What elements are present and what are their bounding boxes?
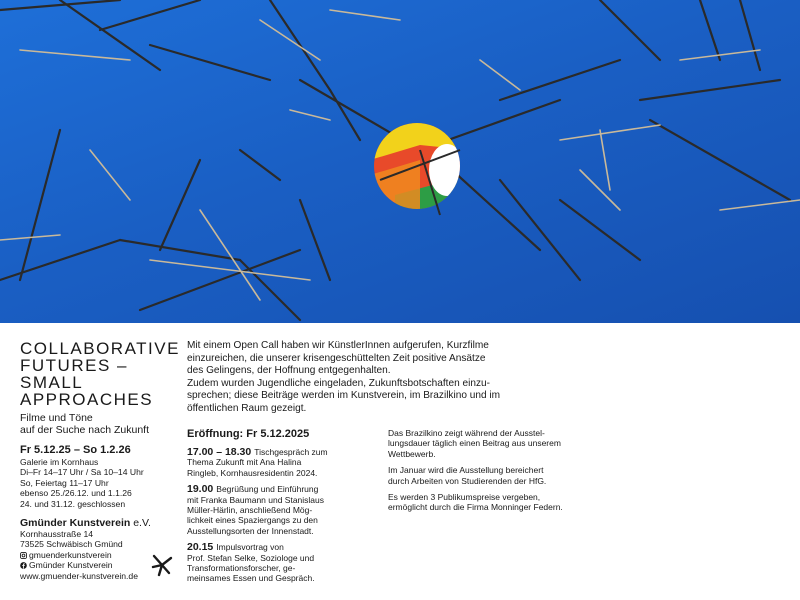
event-line: mit Franka Baumann und Stanislaus xyxy=(187,494,325,505)
venue-line: 24. und 31.12. geschlossen xyxy=(20,498,126,509)
event-line: Begrüßung und Einführung xyxy=(216,484,319,495)
program-event xyxy=(187,542,387,584)
address-line: 73525 Schwäbisch Gmünd xyxy=(20,539,123,550)
exhibition-info xyxy=(20,340,180,581)
event-line: Prof. Stefan Selke, Soziologe und xyxy=(187,552,315,563)
note-january xyxy=(388,465,588,486)
event-line: Thema Zukunft mit Ana Halina xyxy=(187,457,302,468)
note-line: lungsdauer täglich einen Beitrag aus unserem xyxy=(388,438,561,449)
subtitle-line: auf der Suche nach Zukunft xyxy=(20,424,149,436)
program-event xyxy=(187,484,387,536)
instagram-icon xyxy=(20,552,27,559)
intro-text xyxy=(187,340,507,416)
event-time: 17.00 – 18.30 xyxy=(187,446,252,458)
intro-line: Zudem wurden Jugendliche eingeladen, Zukunftsbotschaften einzu- xyxy=(187,377,491,389)
intro-line: des Gelingens, der Hoffnung entgegenhalten. xyxy=(187,365,391,377)
note-line: Wettbewerb. xyxy=(388,448,436,459)
event-line: lichkeit eines Spaziergangs zu den xyxy=(187,515,318,526)
intro-line: einzureichen, die unserer krisengeschüttelten Zeit positive Ansätze xyxy=(187,352,486,364)
event-time: 19.00 xyxy=(187,483,214,496)
event-line: Ringleb, Kornhausresidentin 2024. xyxy=(187,467,318,478)
program-event xyxy=(187,447,387,478)
organization-name xyxy=(20,517,180,529)
venue-line: Galerie im Kornhaus xyxy=(20,457,99,467)
note-line: Es werden 3 Publikumspreise vergeben, xyxy=(388,492,541,503)
venue-line: So, Feiertag 11–17 Uhr xyxy=(20,477,109,488)
note-line: Das Brazilkino zeigt während der Ausstel- xyxy=(388,428,545,438)
opening-hours xyxy=(20,457,180,509)
intro-line: öffentlichen Raum gezeigt. xyxy=(187,402,307,414)
venue-line: Di–Fr 14–17 Uhr / Sa 10–14 Uhr xyxy=(20,467,144,478)
intro-line: Mit einem Open Call haben wir KünstlerInnen aufgerufen, Kurzfilme xyxy=(187,340,489,351)
opening-program xyxy=(187,428,387,584)
exhibition-dates: Fr 5.12.25 – So 1.2.26 xyxy=(20,444,131,456)
facebook-page: Gmünder Kunstverein xyxy=(29,560,113,571)
event-line: Tischgespräch zum xyxy=(254,447,328,457)
note-prizes xyxy=(388,492,588,513)
event-line: meinsames Essen und Gespräch. xyxy=(187,573,315,584)
subtitle-line: Filme und Töne xyxy=(20,412,93,424)
event-line: Impulsvortrag von xyxy=(216,542,284,553)
colored-ball-icon xyxy=(370,120,470,220)
address-line: Kornhausstraße 14 xyxy=(20,529,94,540)
title-line: APPROACHES xyxy=(20,390,154,409)
note-brazilkino xyxy=(388,428,588,459)
intro-line: sprechen; diese Beiträge werden im Kunstverein, im Brazilkino und im xyxy=(187,390,501,402)
org-name-text: Gmünder Kunstverein xyxy=(20,517,131,530)
venue-line: ebenso 25./26.12. und 1.1.26 xyxy=(20,488,132,499)
kunstverein-logo-icon xyxy=(150,553,174,577)
notes-column xyxy=(388,428,588,519)
title-line: FUTURES – xyxy=(20,356,128,375)
org-suffix: e.V. xyxy=(130,517,151,530)
event-line: Müller-Härlin, anschließend Mög- xyxy=(187,505,313,516)
opening-heading: Eröffnung: Fr 5.12.2025 xyxy=(187,428,310,440)
event-line: Ausstellungsorten der Innenstadt. xyxy=(187,525,314,536)
exhibition-title xyxy=(20,340,180,408)
instagram-handle: gmuenderkunstverein xyxy=(29,549,112,560)
note-line: durch Arbeiten von Studierenden der HfG. xyxy=(388,475,547,486)
title-line: SMALL xyxy=(20,373,84,392)
event-time: 20.15 xyxy=(187,541,214,554)
note-line: Im Januar wird die Ausstellung bereichert xyxy=(388,465,544,476)
exhibition-subtitle xyxy=(20,412,180,436)
note-line: ermöglicht durch die Firma Monninger Federn. xyxy=(388,502,563,513)
event-line: Transformationsforscher, ge- xyxy=(187,563,296,574)
website-link[interactable]: www.gmuender-kunstverein.de xyxy=(20,570,138,581)
facebook-icon xyxy=(20,562,27,569)
title-line: COLLABORATIVE xyxy=(20,339,180,358)
